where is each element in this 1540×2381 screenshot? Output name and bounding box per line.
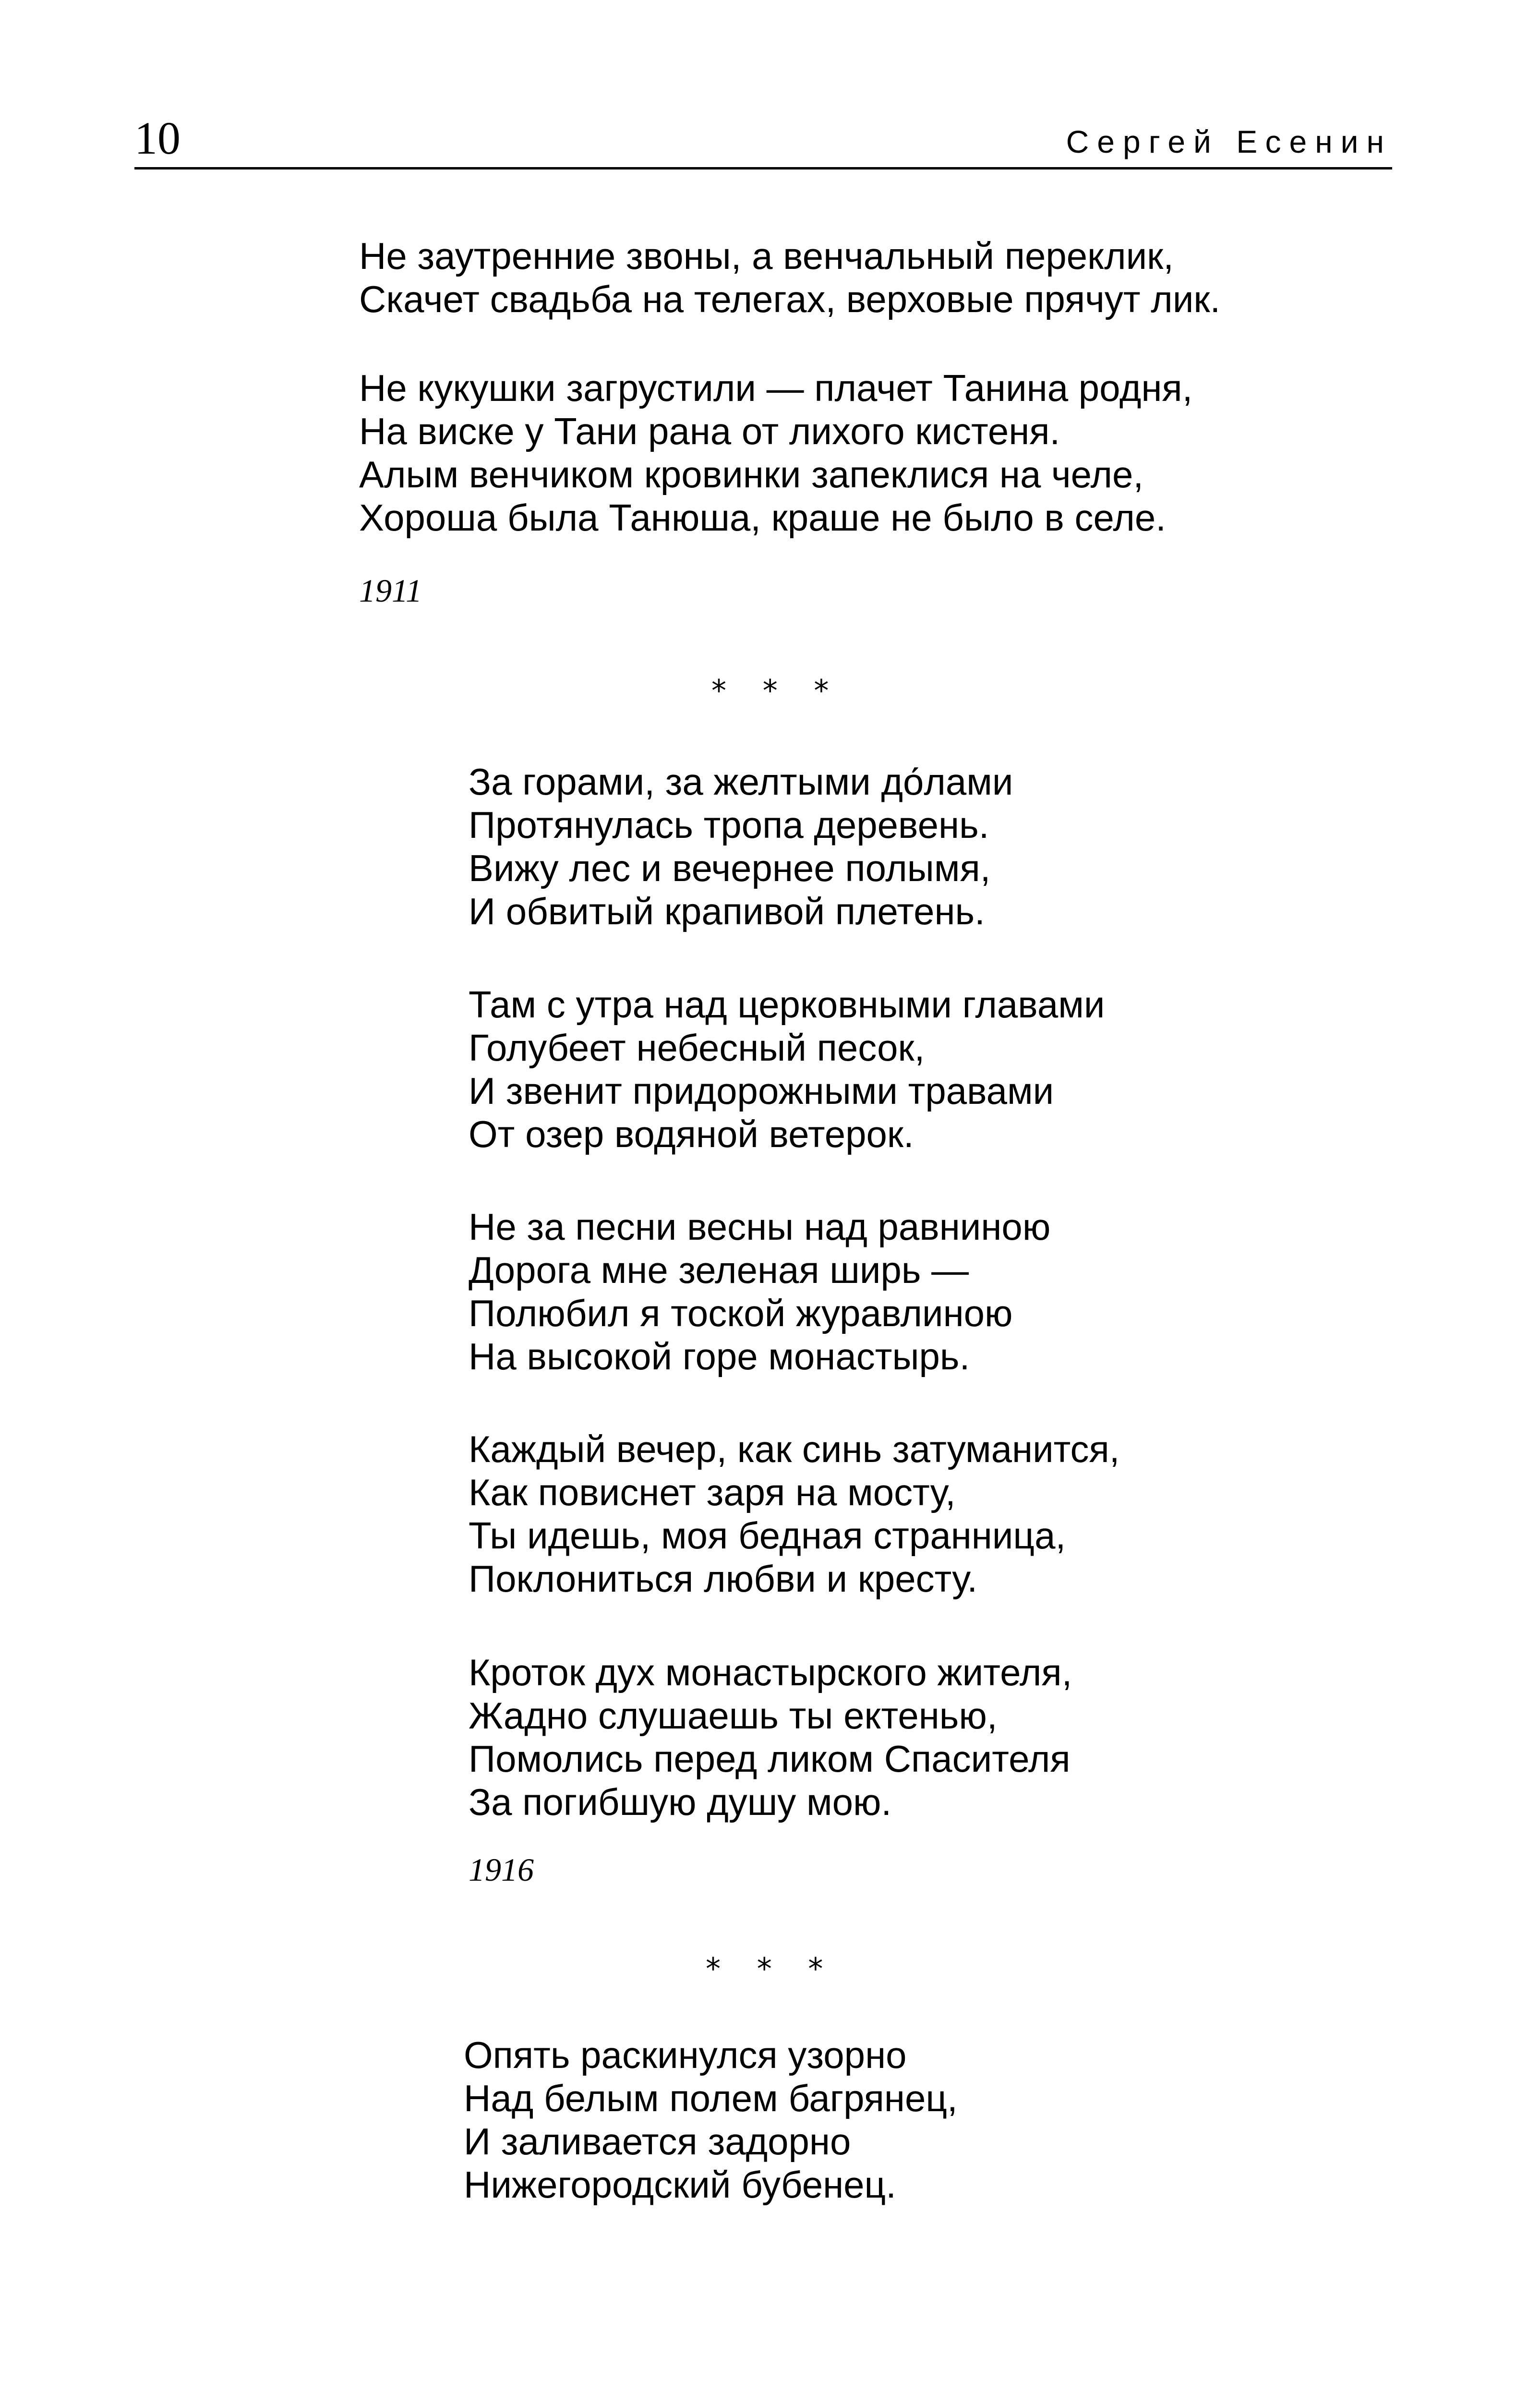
verse-line: Протянулась тропа деревень.	[469, 804, 989, 846]
verse-line: Дорога мне зеленая ширь —	[469, 1249, 969, 1291]
header-rule	[134, 167, 1392, 169]
verse-line: На высокой горе монастырь.	[469, 1335, 970, 1378]
poem2-stanza-5	[469, 1651, 1072, 1824]
verse-line: И звенит придорожными травами	[469, 1070, 1054, 1112]
verse-line: И заливается задорно	[464, 2120, 851, 2163]
verse-line: Поклониться любви и кресту.	[469, 1558, 978, 1600]
verse-line: Жадно слушаешь ты ектенью,	[469, 1694, 998, 1737]
verse-line: За горами, за желтыми до́лами	[469, 761, 1013, 803]
verse-line: Над белым полем багрянец,	[464, 2077, 958, 2119]
running-head-author: Сергей Есенин	[1066, 124, 1392, 159]
poem1-stanza-1	[359, 234, 1220, 321]
verse-line: Не кукушки загрустили — плачет Танина родня,	[359, 367, 1193, 409]
poem2-stanza-4	[469, 1427, 1119, 1600]
poem2-stanza-1	[469, 760, 1013, 933]
verse-line: Ты идешь, моя бедная странница,	[469, 1514, 1066, 1557]
poem3-stanza-1	[464, 2033, 958, 2206]
page-header	[134, 101, 1392, 168]
poem2-date: 1916	[469, 1851, 534, 1888]
verse-line: Вижу лес и вечернее полымя,	[469, 847, 991, 889]
verse-line: Полюбил я тоской журавлиною	[469, 1292, 1013, 1334]
verse-line: Каждый вечер, как синь затуманится,	[469, 1428, 1120, 1470]
poem2-separator: * * *	[711, 673, 842, 708]
verse-line: От озер водяной ветерок.	[469, 1113, 914, 1155]
verse-line: Скачет свадьба на телегах, верховые прячут лик.	[359, 278, 1221, 320]
verse-line: Как повиснет заря на мосту,	[469, 1471, 956, 1513]
verse-line: Алым венчиком кровинки запеклися на челе,	[359, 453, 1144, 496]
page-number: 10	[134, 112, 180, 164]
verse-line: Кроток дух монастырского жителя,	[469, 1651, 1072, 1693]
poem2-stanza-3	[469, 1205, 1050, 1378]
verse-line: Не заутренние звоны, а венчальный переклик,	[359, 235, 1174, 277]
verse-line: И обвитый крапивой плетень.	[469, 890, 985, 932]
verse-line: Нижегородский бубенец.	[464, 2163, 896, 2206]
verse-line: Не за песни весны над равниною	[469, 1206, 1051, 1248]
verse-line: Помолись перед ликом Спасителя	[469, 1738, 1071, 1780]
poem1-date: 1911	[359, 572, 422, 609]
verse-line: Опять раскинулся узорно	[464, 2034, 907, 2076]
poem1-stanza-2	[359, 366, 1192, 539]
verse-line: Там с утра над церковными главами	[469, 983, 1105, 1026]
verse-line: Голубеет небесный песок,	[469, 1027, 925, 1069]
verse-line: Хороша была Танюша, краше не было в селе.	[359, 496, 1166, 539]
poem2-stanza-2	[469, 983, 1105, 1156]
verse-line: За погибшую душу мою.	[469, 1781, 892, 1823]
verse-line: На виске у Тани рана от лихого кистеня.	[359, 410, 1060, 452]
poem3-separator: * * *	[706, 1951, 837, 1986]
